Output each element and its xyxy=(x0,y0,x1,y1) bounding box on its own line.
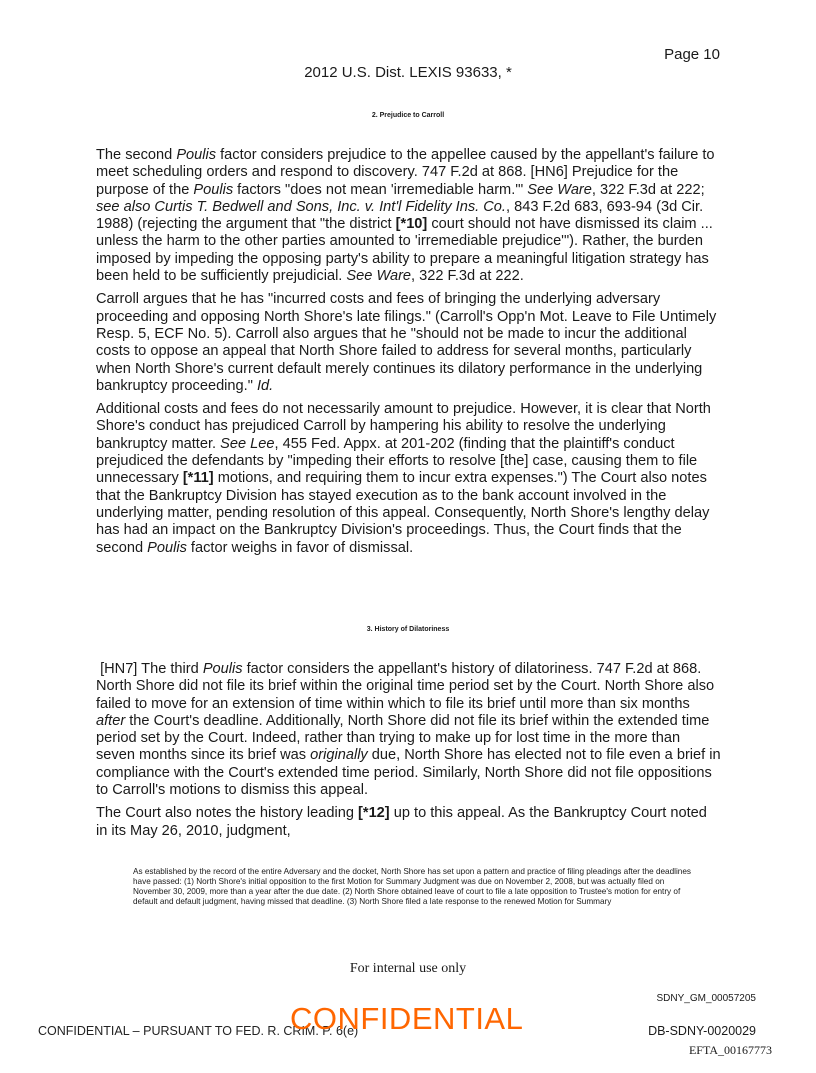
text-run: , 455 Fed. Appx. at 201-202 (finding that the plaintiff's conduct prejudiced the defendants by "impeding their efforts to resolve [the] case, causing them to file unnecessary xyxy=(96,435,698,487)
text-run: factor considers the appellant's history of dilatoriness. 747 F.2d at 868. North Shore did not file its brief within the original time period set by the Court. North Shore also failed to move for an extension of time within which to file its brief until more than six months xyxy=(96,661,715,712)
paragraph-history xyxy=(96,805,722,840)
paragraph-dilatoriness xyxy=(96,661,722,799)
case-citation: 2012 U.S. Dist. LEXIS 93633, * xyxy=(304,64,512,81)
text-run: The Court also notes the history leading xyxy=(96,805,359,822)
text-run: motions, and requiring them to incur extra expenses.") The Court also notes that the Bankruptcy Division has stayed execution as to the bank account involved in the underlying matter, pending resolution of this appeal. Consequently, North Shore's lengthy delay has had an impact on the Bankruptcy Division's proceedings. Thus, the Court finds that the second xyxy=(96,470,710,556)
opinion-body-bottom xyxy=(96,661,722,846)
star-page-marker: [*10] xyxy=(395,216,428,233)
text-run: Carroll argues that he has "incurred costs and fees of bringing the underlying adversary proceeding and opposing North Shore's late filings." (Carroll's Opp'n Mot. Leave to File Untimely Resp. 5, ECF No. 5). Carroll also argues that he "should not be made to incur the additional costs to oppose an appeal that North Shore failed to address for several months, particularly when North Shore's current default merely continues its dilatory performance in the underlying bankruptcy proceeding." xyxy=(96,291,717,394)
block-quote: As established by the record of the entire Adversary and the docket, North Shore has set upon a pattern and practice of filing pleadings after the deadlines have passed: (1) North Shore's initial opposition to the first Motion for Summary Judgment was due on November 2, 2008, but was actually filed on November 30, 2009, more than a year after the due date. (2) North Shore obtained leave of court to file a late opposition to Trustee's motion for entry of default and default judgment, having missed that deadline. (3) North Shore filed a late response to the renewed Motion for Summary xyxy=(133,867,692,906)
confidentiality-notice: CONFIDENTIAL – PURSUANT TO FED. R. CRIM. P. 6(e) xyxy=(38,1024,359,1038)
text-run: Additional costs and fees do not necessarily amount to prejudice. However, it is clear that North Shore's conduct has prejudiced Carroll by hampering his ability to resolve the underlying bankruptcy matter. xyxy=(96,401,711,452)
star-page-marker: [*12] xyxy=(358,805,390,822)
paragraph-prejudice-standard xyxy=(96,147,722,285)
bates-number-db: DB-SDNY-0020029 xyxy=(648,1024,756,1038)
section-heading-prejudice: 2. Prejudice to Carroll xyxy=(371,112,445,119)
case-name: Poulis xyxy=(147,539,187,556)
case-citation-signal: See Ware xyxy=(346,268,412,285)
bates-number-gm: SDNY_GM_00057205 xyxy=(656,993,756,1004)
section-heading-dilatoriness: 3. History of Dilatoriness xyxy=(366,626,450,633)
text-run: [HN7] The third xyxy=(100,661,203,677)
star-page-marker: [*11] xyxy=(182,470,214,487)
emphasis: after xyxy=(96,712,126,729)
paragraph-prejudice-finding xyxy=(96,401,722,557)
text-run: , 322 F.3d at 222; xyxy=(591,181,705,198)
case-citation-signal: see also Curtis T. Bedwell and Sons, Inc. v. Int'l Fidelity Ins. Co. xyxy=(96,198,506,215)
text-run: up to this appeal. As the Bankruptcy Court noted in its May 26, 2010, judgment, xyxy=(96,805,707,839)
internal-use-notice: For internal use only xyxy=(349,961,467,976)
text-run: the Court's deadline. Additionally, North Shore did not file its brief within the extended time period set by the Court. Indeed, rather than trying to make up for lost time in the more than seven months since its brief was xyxy=(96,712,710,764)
case-name: Poulis xyxy=(176,147,217,163)
id-citation: Id. xyxy=(256,377,274,394)
case-name: Poulis xyxy=(202,661,243,677)
confidential-stamp: CONFIDENTIAL xyxy=(290,1001,524,1036)
efta-number: EFTA_00167773 xyxy=(688,1043,772,1057)
case-citation-signal: See Ware xyxy=(527,181,592,198)
case-name: Poulis xyxy=(193,181,234,198)
page-number: Page 10 xyxy=(664,46,720,63)
text-run: , 843 F.2d 683, 693-94 (3d Cir. 1988) (rejecting the argument that "the district xyxy=(96,198,704,233)
opinion-body-top xyxy=(96,147,722,563)
text-run: factor considers prejudice to the appellee caused by the appellant's failure to meet scheduling orders and respond to discovery. 747 F.2d at 868. [HN6] Prejudice for the purpose of the xyxy=(96,147,715,198)
text-run: , 322 F.3d at 222. xyxy=(411,268,524,285)
text-run: The second xyxy=(96,147,177,163)
case-citation-signal: See Lee xyxy=(220,435,275,452)
emphasis: originally xyxy=(310,747,368,764)
text-run: factor weighs in favor of dismissal. xyxy=(186,539,414,556)
text-run: court should not have dismissed its claim ... unless the harm to the other parties amounted to 'irremediable prejudice'"). Rather, the burden imposed by impeding the opposing party's ability to prepare a meaningful litigation strategy has been held to be sufficiently prejudicial. xyxy=(96,216,713,285)
text-run: due, North Shore has elected not to file even a brief in compliance with the Court's extended time period. Similarly, North Shore did not file oppositions to Carroll's motions to dismiss this appeal. xyxy=(96,747,721,799)
paragraph-carroll-argument xyxy=(96,291,722,395)
text-run: factors "does not mean 'irremediable harm.'" xyxy=(233,181,528,198)
